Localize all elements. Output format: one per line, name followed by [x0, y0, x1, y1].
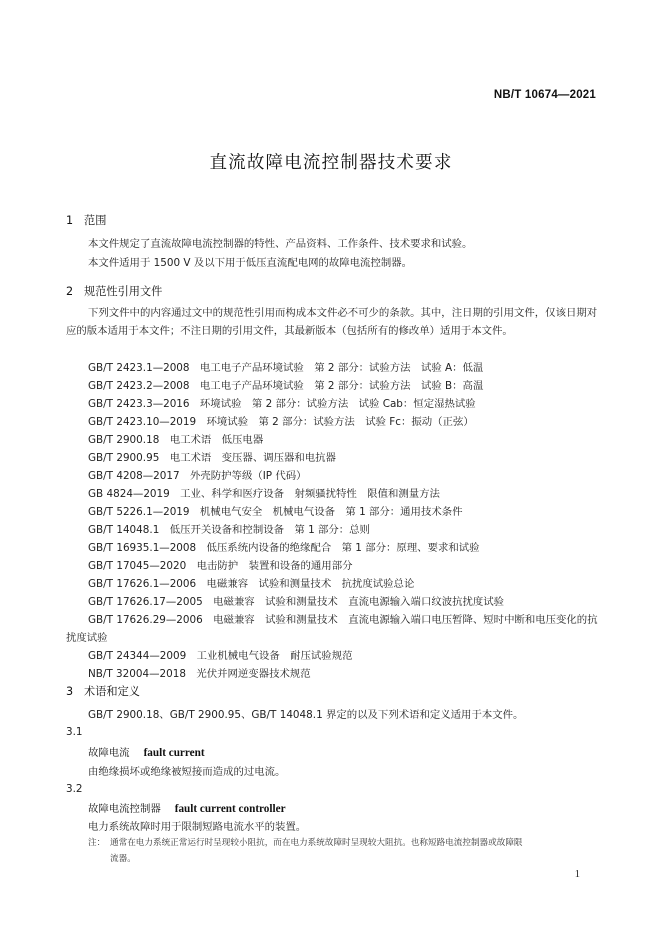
reference-title: 电工电子产品环境试验 第 2 部分：试验方法 试验 B：高温 — [199, 380, 484, 392]
term-en: fault current — [143, 747, 205, 759]
reference-code: GB/T 14048.1 — [88, 524, 160, 536]
term-zh: 故障电流 — [88, 747, 130, 759]
reference-title: 外壳防护等级（IP 代码） — [190, 470, 307, 482]
reference-title: 电击防护 装置和设备的通用部分 — [196, 560, 353, 572]
term-definition: 由绝缘损坏或绝缘被短接而造成的过电流。 — [88, 766, 286, 778]
term-zh: 故障电流控制器 — [88, 803, 161, 815]
reference-item — [66, 503, 600, 521]
reference-item — [66, 557, 600, 575]
reference-code: GB/T 17626.17—2005 — [88, 596, 203, 608]
reference-code: GB/T 2900.95 — [88, 452, 160, 464]
reference-title: 电工术语 变压器、调压器和电抗器 — [169, 452, 336, 464]
reference-title: 工业、科学和医疗设备 射频骚扰特性 限值和测量方法 — [180, 488, 440, 500]
clause-number: 3.2 — [66, 783, 83, 795]
term-en: fault current controller — [174, 803, 286, 815]
document-title: 直流故障电流控制器技术要求 — [209, 153, 453, 173]
reference-item — [66, 647, 600, 665]
scope-paragraph-1: 本文件规定了直流故障电流控制器的特性、产品资料、工作条件、技术要求和试验。 — [88, 238, 473, 250]
reference-item — [66, 377, 600, 395]
reference-item — [66, 485, 600, 503]
section-1-heading — [66, 212, 106, 228]
reference-title: 光伏并网逆变器技术规范 — [196, 668, 311, 680]
reference-title: 机械电气安全 机械电气设备 第 1 部分：通用技术条件 — [199, 506, 463, 518]
section-title: 规范性引用文件 — [84, 285, 163, 298]
reference-list — [66, 359, 600, 683]
normative-references-intro: 下列文件中的内容通过文中的规范性引用而构成本文件必不可少的条款。其中，注日期的引用文件，仅该日期对应的版本适用于本文件；不注日期的引用文件，其最新版本（包括所有的修改单）适用于本文件。 — [66, 307, 598, 337]
reference-item — [66, 431, 600, 449]
section-3-heading — [66, 683, 140, 699]
section-number: 2 — [66, 285, 74, 298]
reference-code: GB/T 24344—2009 — [88, 650, 187, 662]
reference-title: 电磁兼容 试验和测量技术 直流电源输入端口纹波抗扰度试验 — [213, 596, 505, 608]
reference-item — [66, 665, 600, 683]
reference-code: GB/T 17045—2020 — [88, 560, 187, 572]
reference-code: GB 4824—2019 — [88, 488, 170, 500]
reference-item — [66, 611, 600, 647]
reference-code: GB/T 2423.1—2008 — [88, 362, 190, 374]
reference-title: 低压系统内设备的绝缘配合 第 1 部分：原理、要求和试验 — [206, 542, 480, 554]
reference-code: GB/T 2900.18 — [88, 434, 160, 446]
reference-title: 电磁兼容 试验和测量技术 直流电源输入端口电压暂降、短时中断和电压变化的抗扰度试验 — [66, 614, 598, 644]
note-text: 通常在电力系统正常运行时呈现较小阻抗，而在电力系统故障时呈现较大阻抗。也称短路电流控制器或故障限 — [110, 838, 523, 848]
reference-code: GB/T 2423.10—2019 — [88, 416, 197, 428]
reference-item — [66, 449, 600, 467]
section-number: 3 — [66, 685, 74, 698]
section-number: 1 — [66, 214, 74, 227]
reference-item — [66, 575, 600, 593]
page-number: 1 — [574, 869, 580, 880]
reference-code: GB/T 17626.29—2006 — [88, 614, 203, 626]
terms-intro: GB/T 2900.18、GB/T 2900.95、GB/T 14048.1 界定的以及下列术语和定义适用于本文件。 — [88, 709, 524, 721]
clause-number: 3.1 — [66, 726, 83, 738]
reference-item — [66, 359, 600, 377]
section-title: 范围 — [84, 214, 107, 227]
note-text-continued: 流器。 — [110, 854, 136, 864]
reference-code: GB/T 17626.1—2006 — [88, 578, 197, 590]
section-title: 术语和定义 — [84, 685, 140, 698]
term-entry — [88, 800, 286, 815]
reference-title: 环境试验 第 2 部分：试验方法 试验 Fc：振动（正弦） — [206, 416, 474, 428]
scope-paragraph-2: 本文件适用于 1500 V 及以下用于低压直流配电网的故障电流控制器。 — [88, 257, 413, 269]
section-2-heading — [66, 283, 162, 299]
reference-title: 电磁兼容 试验和测量技术 抗扰度试验总论 — [206, 578, 415, 590]
reference-code: GB/T 5226.1—2019 — [88, 506, 190, 518]
reference-title: 低压开关设备和控制设备 第 1 部分：总则 — [169, 524, 370, 536]
reference-code: GB/T 2423.3—2016 — [88, 398, 190, 410]
reference-code: GB/T 2423.2—2008 — [88, 380, 190, 392]
reference-code: GB/T 4208—2017 — [88, 470, 180, 482]
note-label: 注： — [88, 838, 106, 848]
reference-code: NB/T 32004—2018 — [88, 668, 186, 680]
reference-title: 电工电子产品环境试验 第 2 部分：试验方法 试验 A：低温 — [199, 362, 484, 374]
reference-item — [66, 521, 600, 539]
standard-code: NB/T 10674—2021 — [493, 89, 596, 101]
reference-item — [66, 467, 600, 485]
reference-item — [66, 539, 600, 557]
term-definition: 电力系统故障时用于限制短路电流水平的装置。 — [88, 821, 307, 833]
reference-title: 工业机械电气设备 耐压试验规范 — [196, 650, 353, 662]
reference-code: GB/T 16935.1—2008 — [88, 542, 197, 554]
reference-item — [66, 593, 600, 611]
reference-title: 环境试验 第 2 部分：试验方法 试验 Cab：恒定湿热试验 — [199, 398, 476, 410]
reference-title: 电工术语 低压电器 — [169, 434, 264, 446]
term-note — [88, 835, 600, 867]
reference-item — [66, 395, 600, 413]
reference-item — [66, 413, 600, 431]
term-entry — [88, 744, 205, 759]
